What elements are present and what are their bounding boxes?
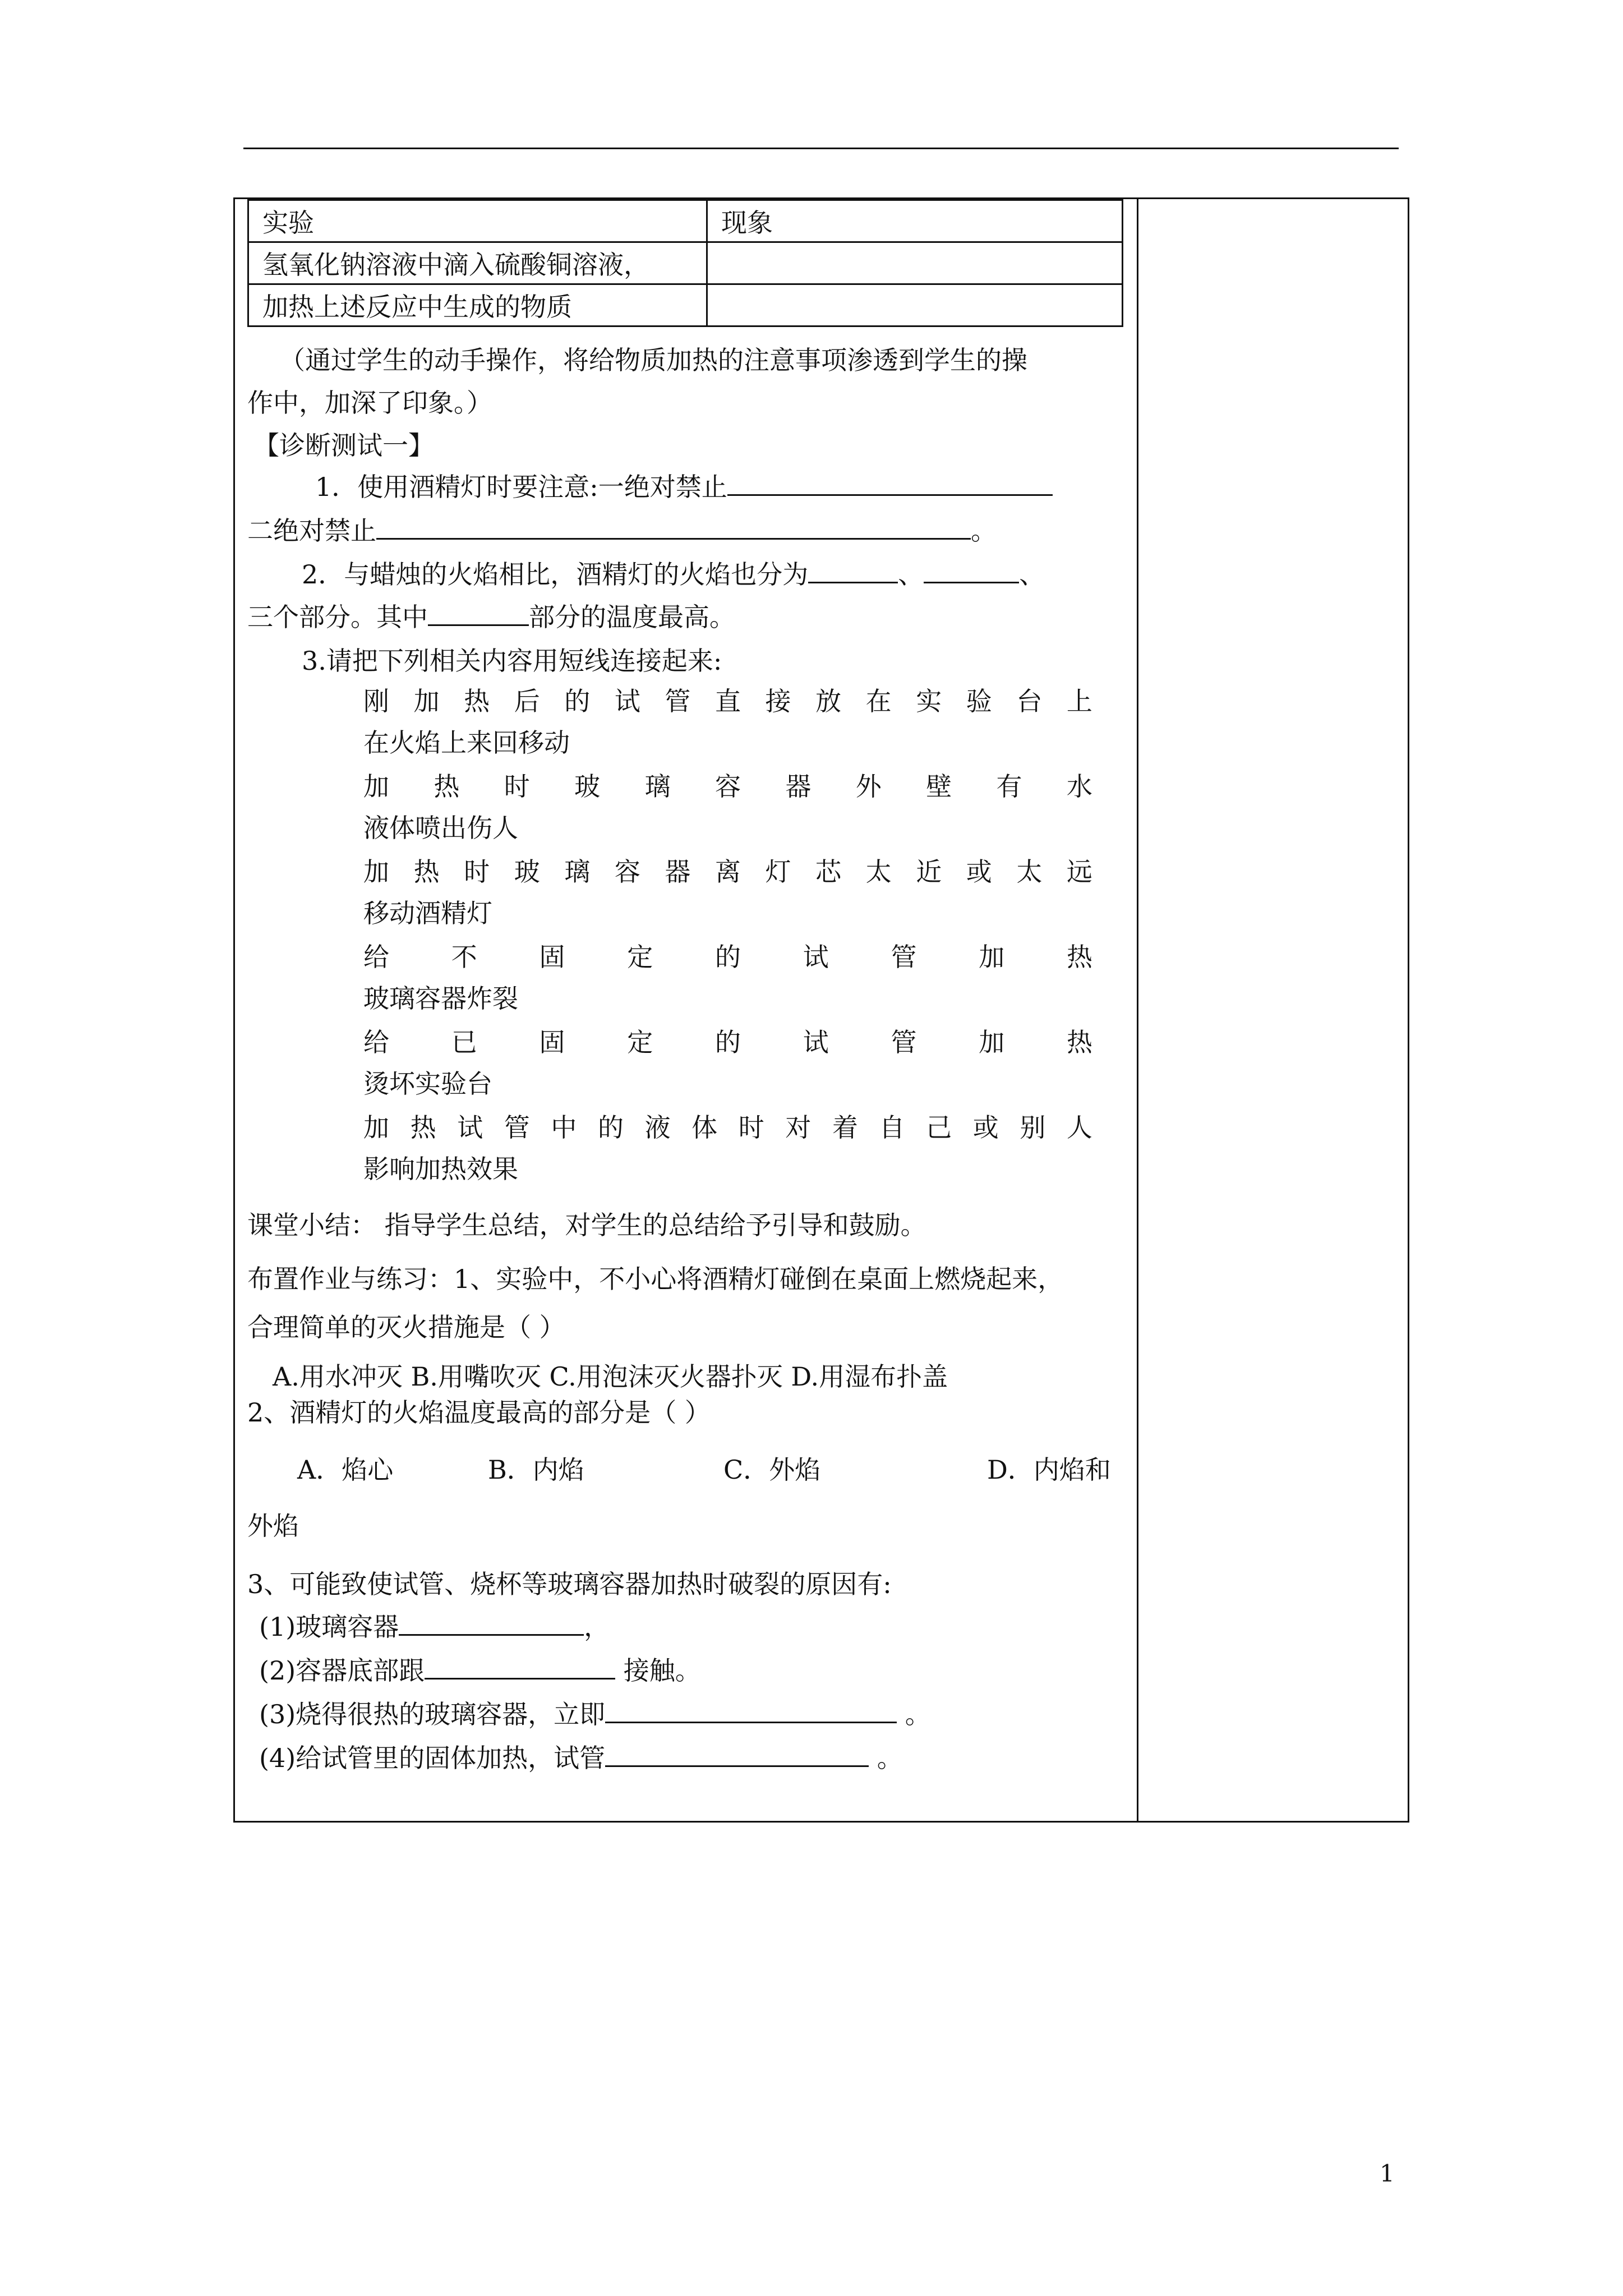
match-char: 在 (865, 686, 892, 716)
homework-line-1: 布置作业与练习：1、实验中，不小心将酒精灯碰倒在桌面上燃烧起来， (247, 1264, 1064, 1294)
question-2-line-2 (247, 600, 735, 634)
answer-blank (808, 559, 898, 583)
header-phenomenon: 现象 (707, 200, 1123, 242)
question-1-line-1 (315, 470, 1053, 504)
item-text: 接触。 (615, 1655, 701, 1686)
table-row (248, 284, 1123, 326)
match-char: 定 (627, 942, 653, 972)
item-text: 。 (869, 1743, 903, 1773)
match-char: 器 (665, 857, 691, 887)
period: 。 (971, 516, 997, 546)
table-header-row (248, 200, 1123, 242)
option-d-continued: 外焰 (247, 1511, 299, 1541)
match-char: 器 (785, 771, 811, 802)
row-experiment: 加热上述反应中生成的物质 (248, 284, 707, 326)
answer-blank (727, 472, 1053, 496)
match-char: 上 (1066, 686, 1092, 716)
match-char: 管 (504, 1112, 530, 1143)
table-row (248, 242, 1123, 284)
match-char: 容 (614, 857, 640, 887)
question-2-text: 部分的温度最高。 (529, 602, 735, 632)
match-char: 中 (551, 1112, 577, 1143)
header-rule (243, 148, 1399, 149)
item-text: (2)容器底部跟 (259, 1655, 425, 1686)
match-char: 直 (714, 686, 741, 716)
match-char: 试 (803, 942, 829, 972)
question-1-text: 二绝对禁止 (247, 516, 376, 546)
match-char: 加 (413, 686, 440, 716)
match-right-text: 影响加热效果 (363, 1154, 518, 1184)
homework-3-item-4 (259, 1741, 903, 1775)
match-char: 试 (457, 1112, 483, 1143)
question-1-line-2 (247, 514, 997, 547)
match-char: 着 (832, 1112, 858, 1143)
match-char: 璃 (564, 857, 591, 887)
item-text: (4)给试管里的固体加热，试管 (259, 1743, 606, 1773)
match-char: 的 (564, 686, 591, 716)
homework-2-question: 2、酒精灯的火焰温度最高的部分是（ ） (247, 1397, 711, 1428)
match-char: 离 (714, 857, 741, 887)
option-b: B．内焰 (488, 1455, 584, 1485)
homework-1-options: A.用水冲灭 B.用嘴吹灭 C.用泡沫灭火器扑灭 D.用湿布扑盖 (273, 1361, 948, 1392)
match-char: 给 (363, 942, 389, 972)
match-char: 试 (803, 1027, 829, 1057)
option-a: A．焰心 (297, 1455, 394, 1485)
match-char: 放 (815, 686, 842, 716)
note-line-2: 作中，加深了印象。） (247, 388, 492, 418)
match-char: 的 (715, 942, 741, 972)
match-char: 管 (891, 942, 917, 972)
page-number: 1 (1380, 2160, 1395, 2187)
experiment-table (247, 199, 1123, 327)
match-char: 太 (1016, 857, 1043, 887)
match-char: 后 (514, 686, 540, 716)
match-char: 的 (715, 1027, 741, 1057)
row-phenomenon (707, 242, 1123, 284)
match-left-text (363, 770, 1092, 803)
match-char: 管 (665, 686, 691, 716)
match-char: 近 (916, 857, 942, 887)
match-char: 加 (979, 942, 1005, 972)
match-char: 体 (691, 1112, 718, 1143)
match-char: 加 (363, 771, 389, 802)
match-char: 不 (451, 942, 477, 972)
match-left-text (363, 940, 1092, 974)
homework-3-question: 3、可能致使试管、烧杯等玻璃容器加热时破裂的原因有: (247, 1569, 892, 1599)
match-char: 有 (996, 771, 1022, 802)
match-char: 或 (966, 857, 992, 887)
homework-3-item-1 (259, 1610, 610, 1644)
match-char: 固 (539, 1027, 565, 1057)
match-char: 热 (410, 1112, 436, 1143)
match-char: 的 (597, 1112, 624, 1143)
separator: 、 (1019, 559, 1045, 590)
answer-blank (399, 1612, 584, 1636)
match-char: 远 (1066, 857, 1092, 887)
header-experiment: 实验 (248, 200, 707, 242)
option-d: D．内焰和 (987, 1455, 1111, 1485)
question-2-text: 2．与蜡烛的火焰相比，酒精灯的火焰也分为 (302, 559, 809, 590)
question-3-title: 3.请把下列相关内容用短线连接起来: (302, 646, 722, 676)
answer-blank (425, 1655, 615, 1680)
match-left-text (363, 855, 1092, 889)
answer-blank (428, 602, 529, 626)
answer-blank (605, 1699, 897, 1723)
match-char: 管 (891, 1027, 917, 1057)
match-char: 别 (1020, 1112, 1046, 1143)
match-right-text: 液体喷出伤人 (363, 813, 518, 843)
answer-blank (605, 1743, 869, 1767)
match-char: 实 (916, 686, 942, 716)
match-char: 热 (413, 857, 440, 887)
match-char: 时 (504, 771, 530, 802)
match-char: 自 (879, 1112, 905, 1143)
homework-3-item-3 (259, 1697, 931, 1731)
match-char: 玻 (514, 857, 540, 887)
match-char: 灯 (765, 857, 791, 887)
row-experiment: 氢氧化钠溶液中滴入硫酸铜溶液， (248, 242, 707, 284)
match-right-text: 玻璃容器炸裂 (363, 983, 518, 1014)
option-c: C．外焰 (723, 1455, 821, 1485)
item-text: (3)烧得很热的玻璃容器，立即 (259, 1699, 606, 1729)
item-text: ， (584, 1612, 610, 1642)
match-char: 芯 (815, 857, 842, 887)
item-text: (1)玻璃容器 (259, 1612, 399, 1642)
match-char: 热 (434, 771, 460, 802)
match-char: 对 (785, 1112, 811, 1143)
match-left-text (363, 684, 1092, 718)
match-char: 验 (966, 686, 992, 716)
match-left-text (363, 1025, 1092, 1059)
match-char: 热 (1067, 942, 1092, 972)
match-char: 时 (464, 857, 490, 887)
match-char: 容 (714, 771, 741, 802)
question-2-line-1 (302, 558, 1045, 591)
match-char: 人 (1066, 1112, 1092, 1143)
match-char: 水 (1066, 771, 1092, 802)
match-char: 热 (464, 686, 490, 716)
answer-blank (376, 516, 971, 540)
match-char: 固 (539, 942, 565, 972)
match-left-text (363, 1111, 1092, 1144)
match-char: 壁 (926, 771, 952, 802)
homework-line-2: 合理简单的灭火措施是（ ） (247, 1312, 565, 1342)
match-char: 热 (1067, 1027, 1092, 1057)
match-char: 加 (363, 1112, 389, 1143)
match-char: 外 (855, 771, 882, 802)
match-char: 时 (738, 1112, 764, 1143)
match-char: 己 (926, 1112, 952, 1143)
match-char: 已 (451, 1027, 477, 1057)
question-2-text: 三个部分。其中 (247, 602, 428, 632)
notes-cell (1137, 197, 1409, 1823)
question-1-text: 1．使用酒精灯时要注意:一绝对禁止 (315, 472, 727, 502)
homework-3-item-2 (259, 1654, 701, 1687)
note-line-1: （通过学生的动手操作，将给物质加热的注意事项渗透到学生的操 (279, 345, 1027, 375)
match-char: 或 (972, 1112, 999, 1143)
match-char: 加 (363, 857, 389, 887)
match-char: 液 (644, 1112, 671, 1143)
match-char: 太 (865, 857, 892, 887)
match-char: 定 (627, 1027, 653, 1057)
match-right-text: 移动酒精灯 (363, 898, 492, 928)
answer-blank (924, 559, 1019, 583)
match-char: 试 (614, 686, 640, 716)
row-phenomenon (707, 284, 1123, 326)
item-text: 。 (897, 1699, 931, 1729)
match-char: 璃 (644, 771, 671, 802)
match-char: 给 (363, 1027, 389, 1057)
match-right-text: 在火焰上来回移动 (363, 728, 570, 758)
match-char: 刚 (363, 686, 389, 716)
separator: 、 (898, 559, 924, 590)
diagnostic-title: 【诊断测试一】 (253, 430, 434, 461)
match-char: 玻 (574, 771, 601, 802)
class-summary: 课堂小结： 指导学生总结，对学生的总结给予引导和鼓励。 (247, 1210, 926, 1240)
match-char: 加 (979, 1027, 1005, 1057)
match-char: 接 (765, 686, 791, 716)
match-char: 台 (1016, 686, 1043, 716)
match-right-text: 烫坏实验台 (363, 1069, 492, 1099)
